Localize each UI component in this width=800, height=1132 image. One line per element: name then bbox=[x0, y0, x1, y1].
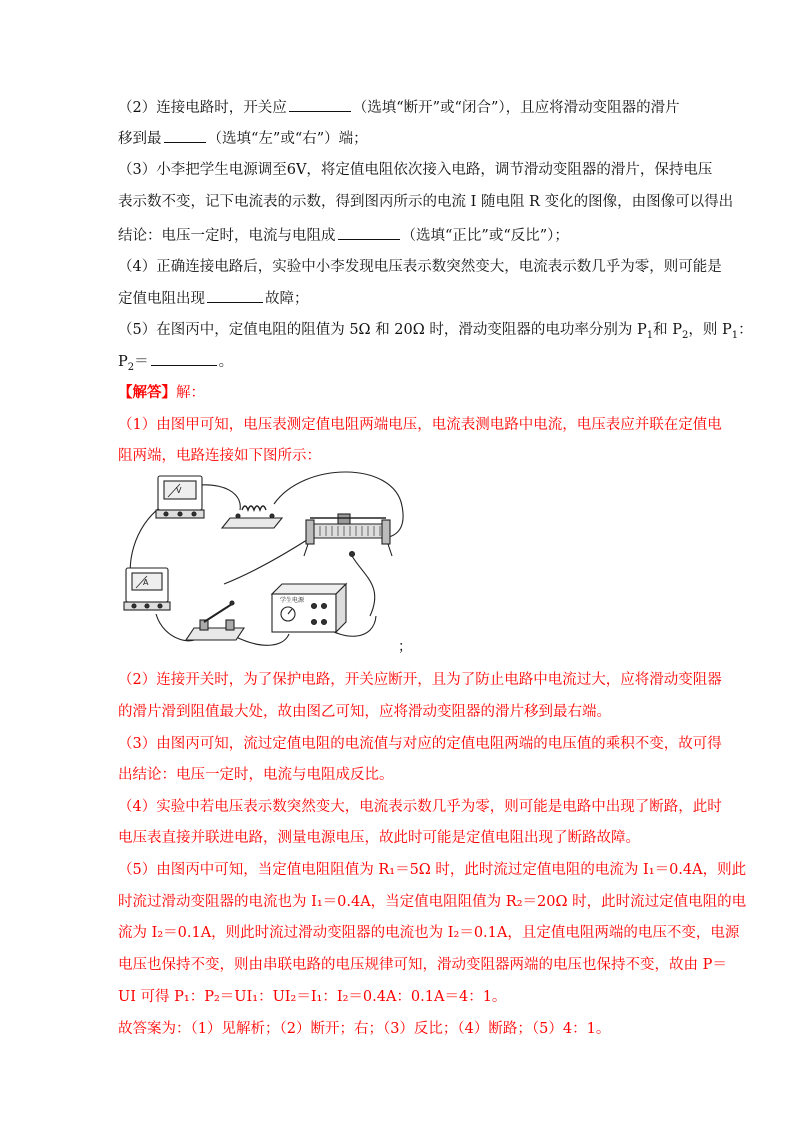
q4-line-1: （4）正确连接电路后，实验中小李发现电压表示数突然变大，电流表示数几乎为零，则可能是 bbox=[118, 259, 722, 275]
q3-line-2: 表示数不变，记下电流表的示数，得到图丙所示的电流 I 随电阻 R 变化的图像，由图像可以得出 bbox=[118, 194, 734, 210]
answer-blank bbox=[207, 288, 263, 303]
wire bbox=[234, 634, 289, 645]
answer-header-suffix: 解： bbox=[176, 385, 205, 401]
q5-text-e: P bbox=[118, 354, 128, 370]
q5-text-a: （5）在图丙中，定值电阻的阻值为 5Ω 和 20Ω 时，滑动变阻器的电功率分别为 P bbox=[118, 322, 647, 338]
figure-semicolon: ； bbox=[398, 639, 412, 655]
answer-4-line-2: 电压表直接并联进电路，测量电源电压，故此时可能是定值电阻出现了断路故障。 bbox=[118, 830, 640, 846]
q5-line-1 bbox=[118, 320, 753, 341]
answer-blank bbox=[164, 128, 206, 143]
q4-line-2 bbox=[118, 288, 688, 309]
q2-line-1 bbox=[118, 97, 688, 118]
q3-line-3 bbox=[118, 225, 688, 246]
answer-header-label: 【解答】 bbox=[118, 384, 176, 401]
power-supply bbox=[272, 584, 346, 632]
q5-text-b: 和 P bbox=[653, 322, 682, 338]
power-supply-label: 学生电源 bbox=[280, 597, 305, 604]
q4-text-a: 定值电阻出现 bbox=[118, 291, 205, 307]
q2-text-a: （2）连接电路时，开关应 bbox=[118, 100, 287, 116]
q2-line-2 bbox=[118, 128, 688, 149]
q3-text-b: （选填“正比”或“反比”）； bbox=[401, 228, 569, 244]
ammeter-label: A bbox=[143, 578, 149, 587]
answer-5-line-1: （5）由图丙中可知，当定值电阻阻值为 R₁＝5Ω 时，此时流过定值电阻的电流为 I₁＝0.4A，则此 bbox=[118, 862, 747, 878]
answer-5-line-4: 电压也保持不变，则由串联电路的电压规律可知，滑动变阻器两端的电压也保持不变，故由 P＝ bbox=[118, 957, 727, 973]
ammeter bbox=[124, 568, 170, 610]
q3-line-1: （3）小李把学生电源调至6V，将定值电阻依次接入电路，调节滑动变阻器的滑片，保持电压 bbox=[118, 162, 713, 178]
wire bbox=[352, 556, 375, 616]
q5-line-2 bbox=[118, 351, 688, 372]
answer-2-line-1: （2）连接开关时，为了保护电路，开关应断开，且为了防止电路中电流过大，应将滑动变阻器 bbox=[118, 672, 722, 688]
answer-1-line-2: 阻两端，电路连接如下图所示： bbox=[118, 448, 321, 464]
answer-5-line-2: 时流过滑动变阻器的电流也为 I₁＝0.4A，当定值电阻阻值为 R₂＝20Ω 时，此时流过定值电阻的电 bbox=[118, 894, 747, 910]
final-answer: 故答案为：（1）见解析；（2）断开；右；（3）反比；（4）断路；（5）4：1。 bbox=[118, 1021, 611, 1037]
sliding-rheostat bbox=[304, 514, 392, 557]
q2-text-d: （选填“左”或“右”）端； bbox=[207, 131, 368, 147]
wire bbox=[224, 538, 310, 584]
answer-3-line-2: 出结论：电压一定时，电流与电阻成反比。 bbox=[118, 767, 394, 783]
answer-blank bbox=[338, 225, 400, 240]
switch bbox=[186, 601, 244, 640]
subscript-2: 2 bbox=[127, 361, 135, 373]
answer-3-line-1: （3）由图丙可知，流过定值电阻的电流值与对应的定值电阻两端的电压值的乘积不变，故可得 bbox=[118, 736, 722, 752]
answer-2-line-2: 的滑片滑到阻值最大处，故由图乙可知，应将滑动变阻器的滑片移到最右端。 bbox=[118, 704, 611, 720]
q2-text-c: 移到最 bbox=[118, 131, 162, 147]
q5-text-c: ，则 P bbox=[688, 322, 732, 338]
answer-blank bbox=[151, 351, 217, 366]
subscript-1: 1 bbox=[646, 329, 654, 341]
q4-text-b: 故障； bbox=[265, 291, 309, 307]
answer-blank bbox=[289, 97, 351, 112]
subscript-1: 1 bbox=[731, 329, 739, 341]
q5-text-g: 。 bbox=[218, 354, 234, 370]
voltmeter bbox=[156, 476, 204, 518]
voltmeter-label: V bbox=[176, 486, 182, 495]
q3-text-a: 结论：电压一定时，电流与电阻成 bbox=[118, 228, 336, 244]
answer-5-line-5: UI 可得 P₁：P₂＝UI₁：UI₂＝I₁：I₂＝0.4A：0.1A＝4：1。 bbox=[118, 989, 507, 1005]
q2-text-b: （选填“断开”或“闭合”），且应将滑动变阻器的滑片 bbox=[352, 100, 680, 116]
answer-4-line-1: （4）实验中若电压表示数突然变大，电流表示数几乎为零，则可能是电路中出现了断路，此时 bbox=[118, 799, 722, 815]
fixed-resistor bbox=[222, 506, 282, 528]
q5-text-f: ＝ bbox=[134, 354, 149, 370]
answer-1-line-1: （1）由图甲可知，电压表测定值电阻两端电压，电流表测电路中电流，电压表应并联在定值电 bbox=[118, 417, 722, 433]
q5-text-d: ： bbox=[738, 322, 753, 338]
circuit-diagram bbox=[114, 466, 414, 652]
subscript-2: 2 bbox=[682, 329, 689, 341]
answer-header bbox=[118, 383, 688, 403]
answer-5-line-3: 流为 I₂＝0.1A，则此时流过滑动变阻器的电流也为 I₂＝0.1A，且定值电阻两端的电压不变，电源 bbox=[118, 925, 740, 941]
